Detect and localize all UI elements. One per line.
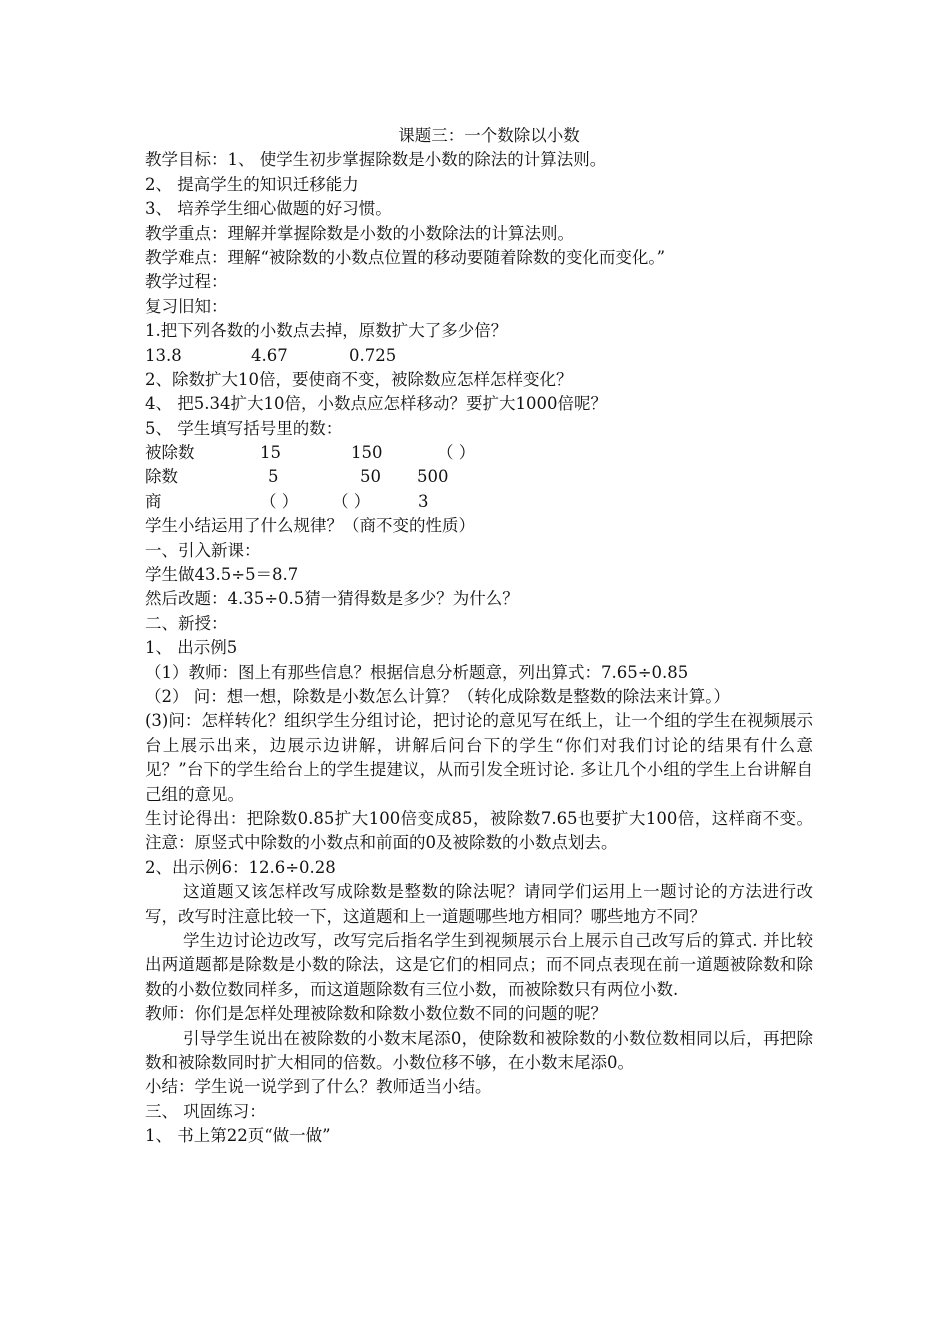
example6-teacher-question: 教师：你们是怎样处理被除数和除数小数位数不同的问题的呢？: [145, 1004, 607, 1024]
example5-step-1: （1）教师：图上有那些信息？根据信息分析题意，列出算式：7.65÷0.85: [145, 662, 689, 682]
example-heading: 1、 出示例5: [145, 638, 238, 658]
difficulty: 教学难点：理解“被除数的小数点位置的移动要随着除数的变化而变化。”: [145, 247, 666, 267]
row-label: 被除数: [145, 443, 195, 463]
intro-line: 学生做43.5÷5＝8.7: [145, 565, 299, 585]
table-row: [145, 441, 813, 465]
table-row: [145, 465, 813, 489]
practice-item: 1、 书上第22页“做一做”: [145, 1126, 331, 1146]
row-label: 除数: [145, 467, 178, 487]
table-cell: （ ）: [332, 491, 371, 511]
review-numbers: [145, 344, 813, 368]
table-cell: 15: [260, 443, 281, 463]
example6-paragraph: 引导学生说出在被除数的小数末尾添0，使除数和被除数的小数位数相同以后，再把除数和被除数同时扩大相同的倍数。小数位移不够，在小数末尾添0。: [145, 1028, 813, 1073]
table-cell: 150: [351, 443, 383, 463]
example5-conclusion: 生讨论得出：把除数0.85扩大100倍变成85，被除数7.65也要扩大100倍，这样商不变。注意：原竖式中除数的小数点和前面的0及被除数的小数点划去。: [145, 809, 813, 853]
intro-line: 然后改题：4.35÷0.5猜一猜得数是多少？为什么？: [145, 589, 519, 609]
review-label: 复习旧知：: [145, 296, 228, 316]
table-cell: 50: [360, 467, 381, 487]
process-label: 教学过程：: [145, 272, 228, 292]
page-title: 课题三：一个数除以小数: [398, 126, 580, 145]
lesson-plan-page: [145, 124, 813, 1149]
example-heading: 2、出示例6：12.6÷0.28: [145, 857, 336, 877]
section-heading: 一、引入新课：: [145, 540, 261, 560]
goal-line-3: 3、 培养学生细心做题的好习惯。: [145, 199, 392, 219]
summary-rule: 学生小结运用了什么规律？（商不变的性质）: [145, 516, 475, 536]
section-heading: 二、新授：: [145, 613, 228, 633]
example6-paragraph: 这道题又该怎样改写成除数是整数的除法呢？请同学们运用上一题讨论的方法进行改写，改写时注意比较一下，这道题和上一道题哪些地方相同？哪些地方不同？: [145, 882, 813, 926]
table-cell: （ ）: [437, 443, 476, 463]
review-question-1: 1.把下列各数的小数点去掉，原数扩大了多少倍？: [145, 321, 508, 341]
table-cell: 500: [417, 467, 449, 487]
review-number: 4.67: [251, 345, 288, 365]
review-question-5: 5、 学生填写括号里的数：: [145, 418, 343, 438]
table-cell: 3: [418, 491, 429, 511]
goal-line-1: 教学目标：1、 使学生初步掌握除数是小数的除法的计算法则。: [145, 150, 607, 170]
section-heading: 三、 巩固练习：: [145, 1101, 266, 1121]
example5-step-3: (3)问：怎样转化？组织学生分组讨论，把讨论的意见写在纸上，让一个组的学生在视频展示台上展示出来，边展示边讲解，讲解后问台下的学生“你们对我们讨论的结果有什么意见？”台下的学生给台上的学生提建议，从而引发全班讨论. 多让几个小组的学生上台讲解自己组的意见。: [145, 711, 813, 804]
example6-summary: 小结：学生说一说学到了什么？教师适当小结。: [145, 1077, 492, 1097]
review-number: 0.725: [349, 345, 397, 365]
review-question-4: 4、 把5.34扩大10倍，小数点应怎样移动？要扩大1000倍呢？: [145, 394, 607, 414]
review-question-2: 2、除数扩大10倍，要使商不变，被除数应怎样怎样变化？: [145, 369, 573, 389]
goal-line-2: 2、 提高学生的知识迁移能力: [145, 174, 359, 194]
table-cell: （ ）: [260, 491, 299, 511]
example5-step-2: （2） 问：想一想，除数是小数怎么计算？（转化成除数是整数的除法来计算。）: [145, 686, 730, 706]
row-label: 商: [145, 491, 162, 511]
review-number: 13.8: [145, 345, 182, 365]
key-point: 教学重点：理解并掌握除数是小数的小数除法的计算法则。: [145, 223, 574, 243]
example6-paragraph: 学生边讨论边改写，改写完后指名学生到视频展示台上展示自己改写后的算式. 并比较出两道题都是除数是小数的除法，这是它们的相同点；而不同点表现在前一道题被除数和除数的小数位数同样多，而这道题除数有三位小数，而被除数只有两位小数.: [145, 931, 813, 999]
table-cell: 5: [268, 467, 279, 487]
table-row: [145, 490, 813, 514]
